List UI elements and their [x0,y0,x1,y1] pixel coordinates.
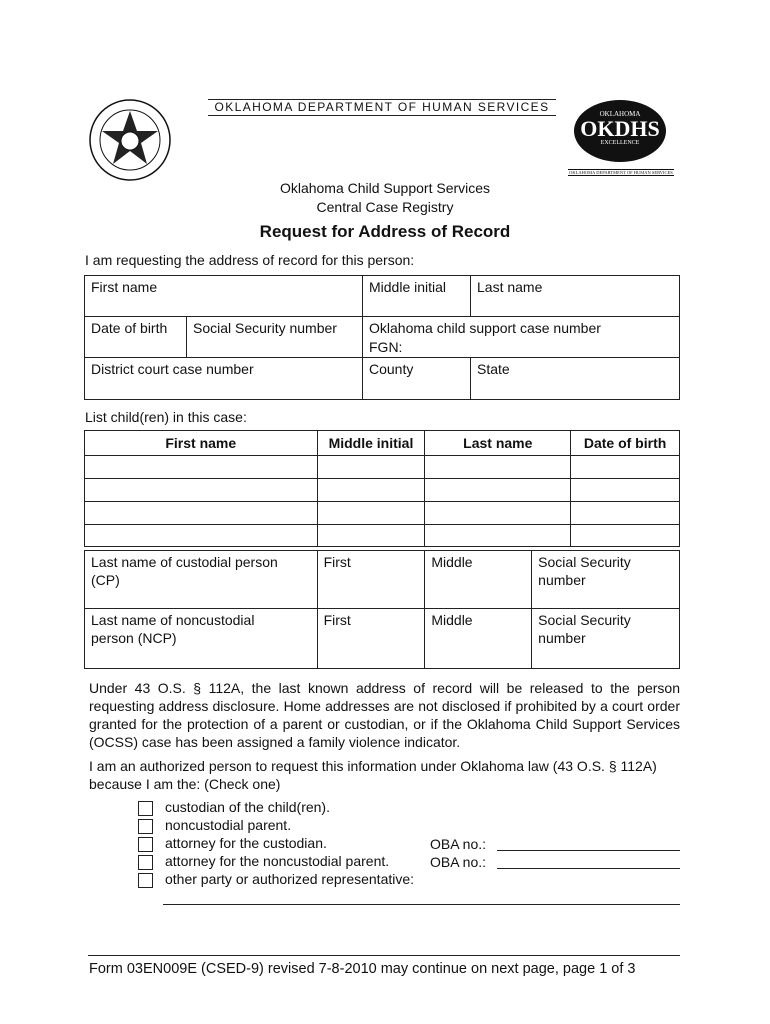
ncp-middle[interactable]: Middle [425,609,532,669]
department-name: OKLAHOMA DEPARTMENT OF HUMAN SERVICES [214,100,550,114]
intro-text: I am requesting the address of record for this person: [85,252,415,268]
oba-input-custodian[interactable] [497,850,680,851]
okdhs-logo [568,100,674,176]
checkbox-attorney-custodian[interactable] [138,837,153,852]
checkbox-noncustodial[interactable] [138,819,153,834]
cp-ssn[interactable]: Social Security number [532,551,680,609]
option-attorney-custodian: attorney for the custodian. [165,835,327,851]
cell[interactable] [317,456,425,479]
ncp-row [85,609,680,669]
children-table [84,430,680,547]
legal-notice: Under 43 O.S. § 112A, the last known address of record will be released to the person requesting address disclosure. Home addresses are not disclosed if prohibited by a court order granted for the protection of a parent or custodian, or if the Oklahoma Child Support Services (OCSS) case has been assigned a family violence indicator. [89,680,680,750]
middle-initial-field[interactable]: Middle initial [369,279,447,295]
cell[interactable] [425,502,571,525]
state-field[interactable]: State [477,361,510,377]
parties-table [84,550,680,669]
col-first-name: First name [85,431,318,456]
cp-row [85,551,680,609]
child-row [85,479,680,502]
state-seal [88,98,172,182]
logo-caption: OKLAHOMA DEPARTMENT OF HUMAN SERVICES [569,170,673,175]
cell[interactable] [425,456,571,479]
checkbox-other[interactable] [138,873,153,888]
checkbox-custodian[interactable] [138,801,153,816]
option-attorney-ncp: attorney for the noncustodial parent. [165,853,390,869]
checkbox-attorney-ncp[interactable] [138,855,153,870]
cell[interactable] [425,525,571,547]
option-noncustodial: noncustodial parent. [165,817,292,833]
cell[interactable] [571,502,680,525]
page-title: Request for Address of Record [259,222,511,241]
oba-input-ncp[interactable] [497,868,680,869]
cell[interactable] [317,479,425,502]
ncp-ssn[interactable]: Social Security number [532,609,680,669]
col-last-name: Last name [425,431,571,456]
cell[interactable] [85,502,318,525]
cell[interactable] [85,479,318,502]
county-field[interactable]: County [369,361,414,377]
last-name-field[interactable]: Last name [477,279,543,295]
logo-top: OKLAHOMA [599,110,641,118]
district-case-field[interactable]: District court case number [91,361,254,377]
form-footer: Form 03EN009E (CSED-9) revised 7-8-2010 may continue on next page, page 1 of 3 [89,961,636,977]
oba-label: OBA no.: [430,836,487,852]
cp-last-name[interactable]: Last name of custodial person (CP) [85,551,318,609]
logo-sub: EXCELLENCE [600,140,640,146]
cp-middle[interactable]: Middle [425,551,532,609]
option-custodian: custodian of the child(ren). [165,799,330,815]
ncp-first[interactable]: First [317,609,425,669]
cell[interactable] [571,479,680,502]
person-info-table [84,275,680,400]
col-dob: Date of birth [571,431,680,456]
cell[interactable] [85,456,318,479]
cell[interactable] [571,525,680,547]
children-label: List child(ren) in this case: [85,409,247,425]
cell[interactable] [85,525,318,547]
first-name-field[interactable]: First name [91,279,158,295]
child-row [85,525,680,547]
other-party-input[interactable] [163,904,680,905]
cp-first[interactable]: First [317,551,425,609]
cell[interactable] [571,456,680,479]
option-other: other party or authorized representative: [165,871,415,887]
registry-name: Central Case Registry [316,199,454,215]
child-row [85,456,680,479]
cell[interactable] [317,525,425,547]
authorization-text: I am an authorized person to request this information under Oklahoma law (43 O.S. § 112A) because I am the: (Check one) [89,758,657,792]
case-number-field[interactable]: Oklahoma child support case number [369,320,601,336]
cell[interactable] [425,479,571,502]
col-middle-initial: Middle initial [317,431,425,456]
child-row [85,502,680,525]
dob-field[interactable]: Date of birth [91,320,168,336]
fgn-label: FGN: [369,339,403,355]
cell[interactable] [317,502,425,525]
ncp-last-name[interactable]: Last name of noncustodial person (NCP) [85,609,318,669]
oba-label: OBA no.: [430,854,487,870]
agency-name: Oklahoma Child Support Services [279,180,491,196]
logo-main: OKDHS [580,116,660,141]
ssn-field[interactable]: Social Security number [193,320,337,336]
